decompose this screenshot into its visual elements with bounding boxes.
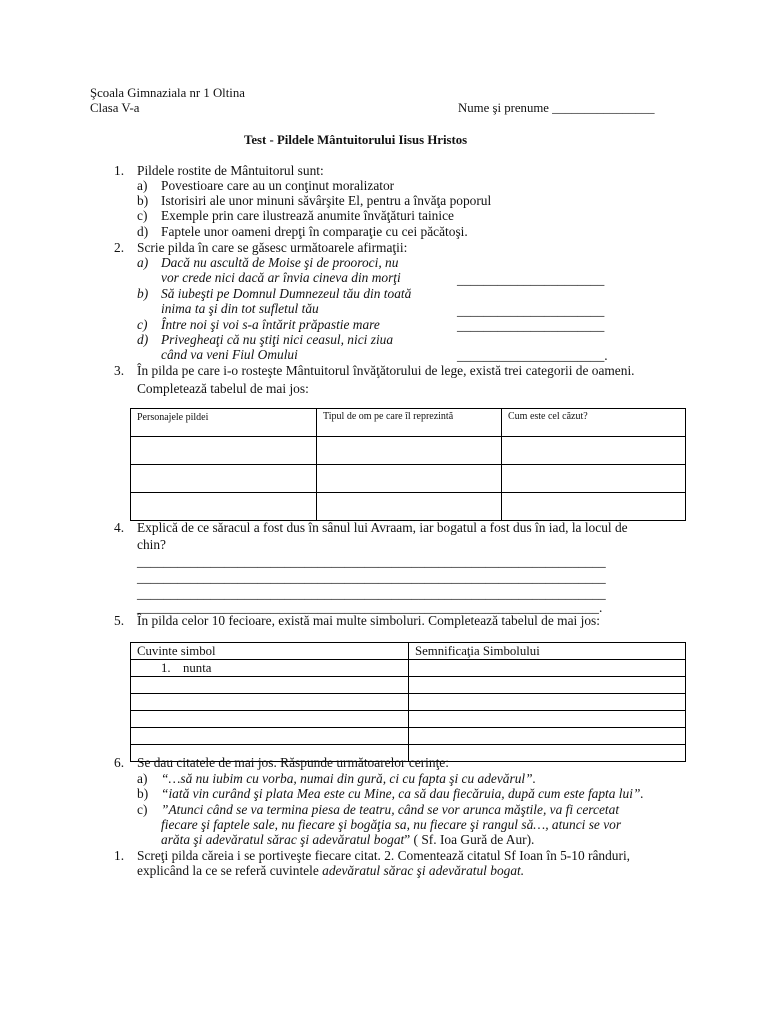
q3-text-line2: Completează tabelul de mai jos: xyxy=(137,381,309,396)
table-cell[interactable] xyxy=(131,465,317,493)
page-title: Test - Pildele Mântuitorului Iisus Hristos xyxy=(244,133,468,147)
q2-item-b-line2: inima ta şi din tot sufletul tău xyxy=(161,301,319,316)
table-cell[interactable] xyxy=(502,465,686,493)
q1-option-a[interactable]: Povestioare care au un conţinut moralizator xyxy=(161,178,395,193)
q2-item-d-line2: când va veni Fiul Omului xyxy=(161,347,298,362)
q6-quote-c-line2: fiecare şi faptele sale, nu fiecare şi bogăţia sa, nu fiecare şi rangul să…, atunci se vor xyxy=(161,817,622,832)
q2-text: Scrie pilda în care se găsesc următoarele afirmaţii: xyxy=(137,240,408,255)
q2-item-a-line2: vor crede nici dacă ar învia cineva din morţi xyxy=(161,270,401,285)
q2-item-letter: c) xyxy=(137,317,148,332)
table-cell[interactable] xyxy=(502,437,686,465)
q6-quote-c-attribution: ” ( Sf. Ioa Gură de Aur). xyxy=(404,832,535,847)
q3-header-fallen: Cum este cel căzut? xyxy=(508,411,588,422)
table-row xyxy=(131,677,686,694)
table-cell[interactable] xyxy=(131,660,409,677)
q2-item-letter: d) xyxy=(137,332,149,347)
table-header-row xyxy=(131,409,686,437)
final-text-line2-italic: adevăratul sărac şi adevăratul bogat. xyxy=(322,863,525,878)
answer-line[interactable]: ______________________________________________________________________ xyxy=(137,570,606,585)
q1-option-c[interactable]: Exemple prin care ilustrează anumite învăţături tainice xyxy=(161,208,454,223)
q2-item-letter: a) xyxy=(137,255,149,270)
q1-option-letter: a) xyxy=(137,178,148,193)
table-row xyxy=(131,465,686,493)
name-field[interactable]: Nume şi prenume ________________ xyxy=(458,101,655,115)
table-cell[interactable] xyxy=(131,493,317,521)
q1-option-d[interactable]: Faptele unor oameni drepţi în comparaţie cu cei păcătoşi. xyxy=(161,224,468,239)
final-text-line1: Screţi pilda căreia i se portiveşte fiecare citat. 2. Comentează citatul Sf Ioan în 5-10 rânduri, xyxy=(137,848,631,863)
table-cell[interactable] xyxy=(409,728,686,745)
q4-number: 4. xyxy=(114,520,125,535)
q3-header-type: Tipul de om pe care îl reprezintă xyxy=(323,411,454,422)
table-header-cell xyxy=(502,409,686,437)
table-header-cell xyxy=(409,643,686,660)
q6-number: 6. xyxy=(114,755,125,770)
table-cell[interactable] xyxy=(131,728,409,745)
q1-text: Pildele rostite de Mântuitorul sunt: xyxy=(137,163,324,178)
q1-number: 1. xyxy=(114,163,125,178)
q6-quote-letter: a) xyxy=(137,771,148,786)
table-cell[interactable] xyxy=(409,677,686,694)
q2-answer-blank-c[interactable]: ______________________ xyxy=(457,318,605,333)
table-cell[interactable] xyxy=(409,660,686,677)
table-cell[interactable] xyxy=(502,493,686,521)
table-cell[interactable] xyxy=(317,493,502,521)
q1-option-letter: b) xyxy=(137,193,149,208)
table-cell[interactable] xyxy=(409,745,686,762)
table-cell[interactable] xyxy=(409,711,686,728)
table-cell[interactable] xyxy=(409,694,686,711)
q3-header-characters: Personajele pildei xyxy=(137,412,209,423)
q6-quote-a: “…să nu iubim cu vorba, numai din gură, ci cu fapta şi cu adevărul”. xyxy=(161,771,536,786)
symbol-item xyxy=(131,660,408,675)
table-header-cell xyxy=(131,643,409,660)
final-text-line2-normal: explicând la ce se referă cuvintele xyxy=(137,863,323,878)
table-row xyxy=(131,728,686,745)
table-row xyxy=(131,660,686,677)
q2-item-d-line1: Privegheaţi că nu ştiţi nici ceasul, nici ziua xyxy=(161,332,394,347)
q3-number: 3. xyxy=(114,363,125,378)
q2-answer-blank-b[interactable]: ______________________ xyxy=(457,303,605,318)
class-label: Clasa V-a xyxy=(90,101,140,115)
q1-option-b[interactable]: Istorisiri ale unor minuni săvârşite El, pentru a învăţa poporul xyxy=(161,193,492,208)
table-cell[interactable] xyxy=(131,437,317,465)
table-header-cell xyxy=(131,409,317,437)
q2-item-a-line1: Dacă nu ascultă de Moise şi de prooroci, nu xyxy=(161,255,399,270)
q6-quote-letter: c) xyxy=(137,802,148,817)
q6-text: Se dau citatele de mai jos. Răspunde următoarelor cerinţe: xyxy=(137,755,449,770)
table-header-cell xyxy=(317,409,502,437)
table-row xyxy=(131,694,686,711)
final-text-line2 xyxy=(137,863,524,878)
table-cell[interactable] xyxy=(131,677,409,694)
q5-table xyxy=(130,642,686,762)
table-cell[interactable] xyxy=(317,465,502,493)
q2-answer-blank-d[interactable]: ______________________. xyxy=(457,348,608,363)
answer-line[interactable]: ______________________________________________________________________ xyxy=(137,586,606,601)
q6-quote-c-line1: ”Atunci când se va termina piesa de teatru, când se vor arunca măştile, va fi cercetat xyxy=(161,802,620,817)
q6-quote-b: “iată vin curând şi plata Mea este cu Mine, ca să dau fiecăruia, după cum este fapta lui”. xyxy=(161,786,644,801)
q2-item-c-line1: Între noi şi voi s-a întărit prăpastie mare xyxy=(161,317,380,332)
symbol-item-word: nunta xyxy=(183,661,212,675)
table-row xyxy=(131,711,686,728)
table-cell[interactable] xyxy=(131,711,409,728)
q3-table xyxy=(130,408,686,521)
q5-text: În pilda celor 10 fecioare, există mai multe simboluri. Completează tabelul de mai jos: xyxy=(137,613,600,628)
q6-quote-letter: b) xyxy=(137,786,149,801)
q2-item-b-line1: Să iubeşti pe Domnul Dumnezeul tău din toată xyxy=(161,286,412,301)
q1-option-letter: d) xyxy=(137,224,149,239)
answer-line[interactable]: ______________________________________________________________________ xyxy=(137,554,606,569)
table-row xyxy=(131,437,686,465)
q2-answer-blank-a[interactable]: ______________________ xyxy=(457,272,605,287)
q5-header-meaning: Semnificaţia Simbolului xyxy=(415,644,540,658)
q5-header-symbol: Cuvinte simbol xyxy=(137,644,216,658)
q2-item-letter: b) xyxy=(137,286,149,301)
table-cell[interactable] xyxy=(131,694,409,711)
table-cell[interactable] xyxy=(317,437,502,465)
q3-text-line1: În pilda pe care i-o rosteşte Mântuitorul învăţătorului de lege, există trei categorii de oameni. xyxy=(137,363,635,378)
table-header-row xyxy=(131,643,686,660)
q4-text-line2: chin? xyxy=(137,537,166,552)
q6-quote-c-line3 xyxy=(161,832,534,847)
q1-option-letter: c) xyxy=(137,208,148,223)
q5-number: 5. xyxy=(114,613,125,628)
q2-number: 2. xyxy=(114,240,125,255)
answer-line[interactable]: _____________________________________________________________________. xyxy=(137,600,603,615)
school-name: Şcoala Gimnaziala nr 1 Oltina xyxy=(90,86,245,100)
table-row xyxy=(131,493,686,521)
final-number: 1. xyxy=(114,848,125,863)
q6-quote-c-line3-italic: arăta şi adevăratul sărac şi adevăratul bogat xyxy=(161,832,405,847)
q4-text-line1: Explică de ce săracul a fost dus în sânul lui Avraam, iar bogatul a fost dus în iad, la locul de xyxy=(137,520,628,535)
symbol-item-number: 1. xyxy=(161,661,171,675)
